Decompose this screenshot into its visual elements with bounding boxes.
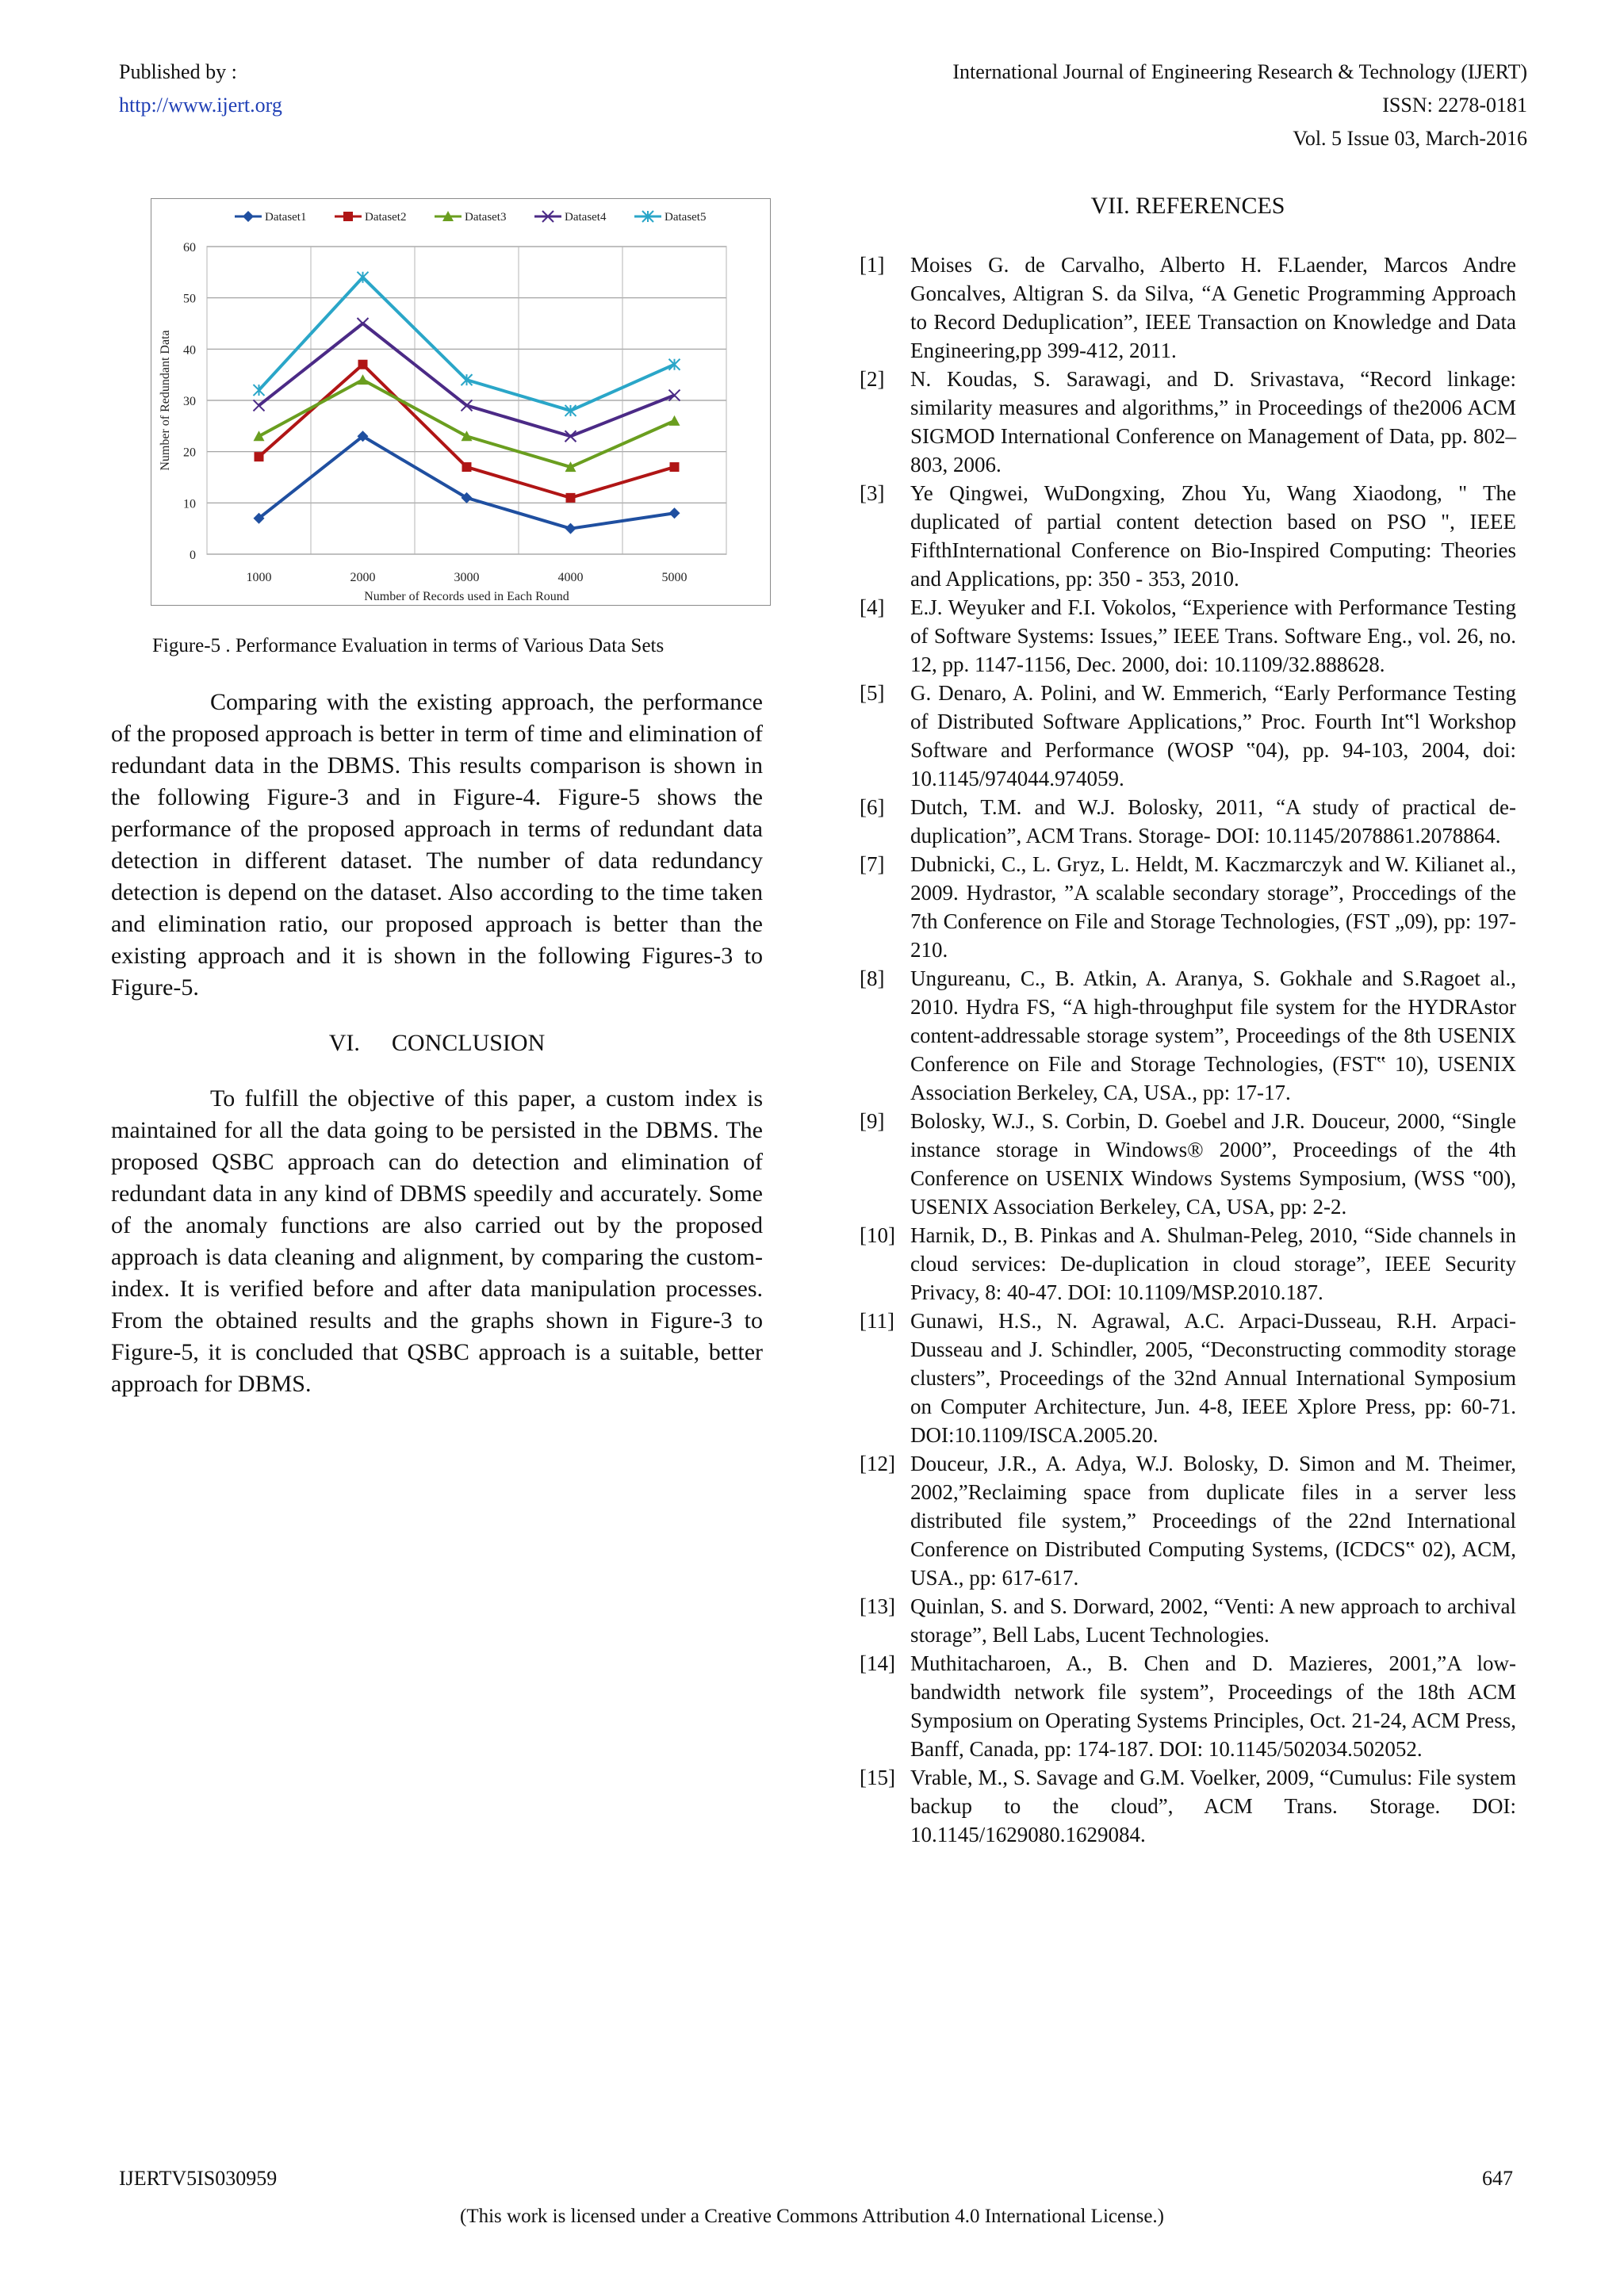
reference-item — [860, 1449, 1516, 1592]
data-point — [566, 493, 576, 503]
reference-text: N. Koudas, S. Sarawagi, and D. Srivastava, “Record linkage: similarity measures and algorithms,” in Proceedings of the2006 ACM SIGMOD International Conference on Management of Data, pp. 802–803, 2006. — [910, 367, 1516, 476]
reference-number: [6] — [860, 795, 885, 819]
conclusion-paragraph: To fulfill the objective of this paper, a custom index is maintained for all the data going to be persisted in the DBMS. The proposed QSBC approach can do detection and elimination of redundant data in any kind of DBMS speedily and accurately. Some of the anomaly functions are also carried out by the proposed approach is data cleaning and alignment, by comparing the custom-index. It is verified before and after data manipulation processes. From the obtained results and the graphs shown in Figure-3 to Figure-5, it is concluded that QSBC approach is a suitable, better approach for DBMS. — [111, 1085, 763, 1397]
legend-label: Dataset5 — [665, 211, 707, 224]
data-point — [462, 462, 472, 472]
conclusion-number: VI. — [328, 1030, 360, 1056]
data-point — [255, 452, 264, 461]
x-tick-label: 1000 — [246, 571, 272, 584]
reference-item — [860, 593, 1516, 679]
y-tick-label: 60 — [183, 241, 196, 254]
results-paragraph: Comparing with the existing approach, the performance of the proposed approach is better in term of time and elimination of redundant data in the DBMS. This results comparison is shown in the following Figure-3 and in Figure-4. Figure-5 shows the performance of the proposed approach in terms of redundant data detection in different dataset. The number of data redundancy detection is depend on the dataset. Also according to the time taken and elimination ratio, our proposed approach is better than the existing approach and it is shown in the following Figures-3 to Figure-5. — [111, 689, 763, 1001]
reference-number: [9] — [860, 1109, 885, 1133]
published-by: Published by : — [119, 60, 237, 83]
references-section — [860, 190, 1516, 1849]
reference-text: Quinlan, S. and S. Dorward, 2002, “Venti: A new approach to archival storage”, Bell Labs, Lucent Technologies. — [910, 1594, 1516, 1647]
conclusion-heading — [111, 1027, 763, 1059]
reference-text: G. Denaro, A. Polini, and W. Emmerich, “Early Performance Testing of Distributed Software Applications,” Proc. Fourth Int‟l Workshop Software and Performance (WOSP ‟04), pp. 94-103, 2004, doi: 10.1145/974044.974059. — [910, 681, 1516, 790]
issn: ISSN: 2278-0181 — [1382, 94, 1527, 117]
journal-name: International Journal of Engineering Research & Technology (IJERT) — [952, 60, 1527, 83]
reference-number: [14] — [860, 1651, 895, 1675]
reference-item — [860, 1307, 1516, 1449]
references-heading: VII. REFERENCES — [1090, 193, 1285, 219]
legend-label: Dataset3 — [465, 211, 507, 224]
y-tick-label: 50 — [183, 292, 196, 306]
reference-number: [4] — [860, 595, 885, 619]
reference-text: Ye Qingwei, WuDongxing, Zhou Yu, Wang Xiaodong, " The duplicated of partial content detection based on PSO ", IEEE FifthInternational Conference on Bio-Inspired Computing: Theories and Applications, pp: 350 - 353, 2010. — [910, 481, 1516, 591]
left-column — [111, 687, 763, 1400]
conclusion-title: CONCLUSION — [391, 1030, 546, 1056]
x-tick-label: 5000 — [661, 571, 688, 584]
data-point — [243, 211, 254, 222]
y-tick-label: 30 — [183, 395, 196, 408]
reference-number: [1] — [860, 253, 885, 277]
reference-item — [860, 251, 1516, 365]
reference-text: E.J. Weyuker and F.I. Vokolos, “Experience with Performance Testing of Software Systems: Issues,” IEEE Trans. Software Eng., vol. 26, no. 12, pp. 1147-1156, Dec. 2000, doi: 10.1109/32.888628. — [910, 595, 1516, 676]
reference-number: [8] — [860, 966, 885, 990]
reference-item — [860, 679, 1516, 793]
reference-number: [2] — [860, 367, 885, 391]
legend-label: Dataset1 — [265, 211, 307, 224]
reference-text: Vrable, M., S. Savage and G.M. Voelker, 2009, “Cumulus: File system backup to the cloud”, ACM Trans. Storage. DOI: 10.1145/1629080.1629084. — [910, 1766, 1516, 1846]
x-tick-label: 4000 — [557, 571, 584, 584]
reference-number: [11] — [860, 1309, 894, 1333]
journal-url-link[interactable]: http://www.ijert.org — [119, 94, 282, 117]
reference-item — [860, 850, 1516, 964]
reference-number: [3] — [860, 481, 885, 505]
reference-text: Bolosky, W.J., S. Corbin, D. Goebel and J.R. Douceur, 2000, “Single instance storage in Windows® 2000”, Proceedings of the 4th Conference on USENIX Windows Systems Symposium, (WSS ‟00), USENIX Association Berkeley, CA, USA, pp: 2-2. — [910, 1109, 1516, 1219]
reference-item — [860, 1107, 1516, 1221]
reference-item — [860, 964, 1516, 1107]
figure-caption: Figure-5 . Performance Evaluation in terms of Various Data Sets — [152, 635, 665, 656]
reference-number: [7] — [860, 852, 885, 876]
x-tick-label: 2000 — [350, 571, 376, 584]
reference-text: Ungureanu, C., B. Atkin, A. Aranya, S. Gokhale and S.Ragoet al., 2010. Hydra FS, “A high-throughput file system for the HYDRAstor content-addressable storage system”, Proceedings of the 8th USENIX Conference on File and Storage Technologies, (FST‟ 10), USENIX Association Berkeley, CA, USA., pp: 17-17. — [910, 966, 1516, 1104]
x-axis-title: Number of Records used in Each Round — [364, 590, 569, 603]
reference-item — [860, 1221, 1516, 1307]
reference-item — [860, 793, 1516, 850]
y-tick-label: 10 — [183, 497, 196, 511]
reference-list — [860, 251, 1516, 1849]
reference-text: Douceur, J.R., A. Adya, W.J. Bolosky, D. Simon and M. Theimer, 2002,”Reclaiming space from duplicate files in a server less distributed file system,” Proceedings of the 22nd International Conference on Distributed Computing Systems, (ICDCS‟ 02), ACM, USA., pp: 617-617. — [910, 1452, 1516, 1590]
reference-item — [860, 1649, 1516, 1763]
legend-label: Dataset2 — [365, 211, 407, 224]
page-number: 647 — [1482, 2167, 1513, 2190]
y-tick-label: 20 — [183, 446, 196, 460]
reference-item — [860, 365, 1516, 479]
reference-number: [13] — [860, 1594, 895, 1618]
reference-number: [12] — [860, 1452, 895, 1475]
reference-item — [860, 479, 1516, 593]
reference-text: Moises G. de Carvalho, Alberto H. F.Laender, Marcos Andre Goncalves, Altigran S. da Silva, “A Genetic Programming Approach to Record Deduplication”, IEEE Transaction on Knowledge and Data Engineering,pp 399-412, 2011. — [910, 253, 1516, 362]
y-tick-label: 0 — [190, 549, 196, 562]
data-point — [343, 212, 353, 221]
y-axis-title: Number of Redundant Data — [159, 330, 172, 471]
reference-item — [860, 1592, 1516, 1649]
line-chart — [151, 199, 770, 605]
license-note: (This work is licensed under a Creative Commons Attribution 4.0 International License.) — [460, 2206, 1164, 2227]
reference-item — [860, 1763, 1516, 1849]
figure-5-chart — [151, 198, 771, 606]
reference-number: [15] — [860, 1766, 895, 1789]
reference-text: Dutch, T.M. and W.J. Bolosky, 2011, “A study of practical de-duplication”, ACM Trans. Storage- DOI: 10.1145/2078861.2078864. — [910, 795, 1516, 848]
data-point — [358, 360, 368, 369]
reference-text: Dubnicki, C., L. Gryz, L. Heldt, M. Kaczmarczyk and W. Kilianet al., 2009. Hydrastor, ”A scalable secondary storage”, Proccedings of the 7th Conference on File and Storage Technologies, (FST „09), pp: 197-210. — [910, 852, 1516, 962]
data-point — [670, 462, 680, 472]
y-tick-label: 40 — [183, 343, 196, 358]
legend-label: Dataset4 — [565, 211, 607, 224]
reference-text: Muthitacharoen, A., B. Chen and D. Mazieres, 2001,”A low-bandwidth network file system”, Proceedings of the 18th ACM Symposium on Operating Systems Principles, Oct. 21-24, ACM Press, Banff, Canada, pp: 174-187. DOI: 10.1145/502034.502052. — [910, 1651, 1516, 1761]
reference-text: Gunawi, H.S., N. Agrawal, A.C. Arpaci-Dusseau, R.H. Arpaci-Dusseau and J. Schindler, 2005, “Deconstructing commodity storage clusters”, Proceedings of the 32nd Annual International Symposium on Computer Architecture, Jun. 4-8, IEEE Xplore Press, pp: 60-71. DOI:10.1109/ISCA.2005.20. — [910, 1309, 1516, 1447]
x-tick-label: 3000 — [454, 571, 480, 584]
paper-id: IJERTV5IS030959 — [119, 2167, 278, 2190]
reference-text: Harnik, D., B. Pinkas and A. Shulman-Peleg, 2010, “Side channels in cloud services: De-duplication in cloud storage”, IEEE Security Privacy, 8: 40-47. DOI: 10.1109/MSP.2010.187. — [910, 1223, 1516, 1304]
reference-number: [5] — [860, 681, 885, 705]
reference-number: [10] — [860, 1223, 895, 1247]
volume-issue: Vol. 5 Issue 03, March-2016 — [1293, 127, 1527, 150]
